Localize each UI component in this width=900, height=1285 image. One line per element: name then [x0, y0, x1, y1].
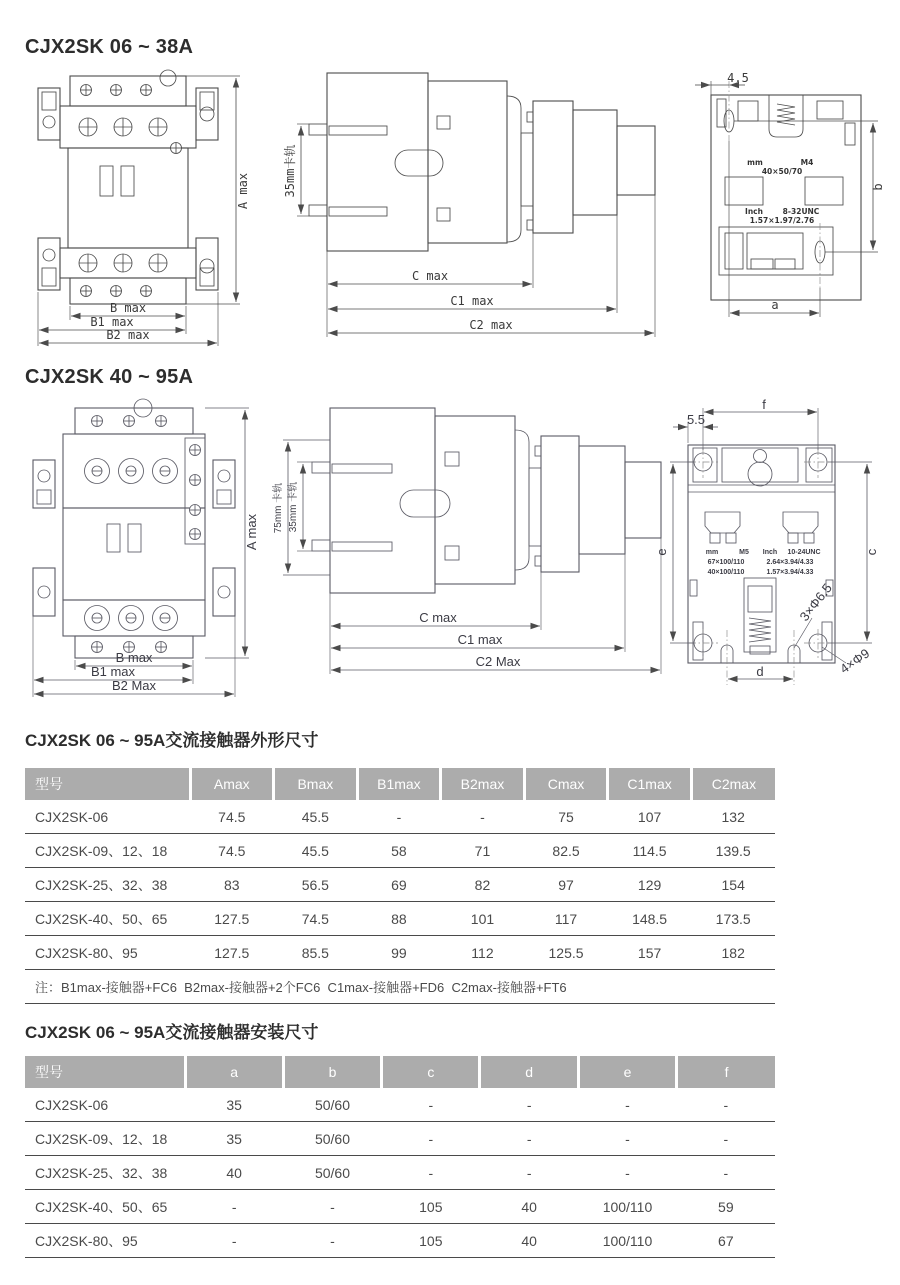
- size-inch-1-label: 2.64×3.94/4.33: [766, 559, 814, 566]
- value-cell: 112: [441, 936, 525, 970]
- column-header: f: [677, 1056, 775, 1088]
- model-cell: CJX2SK-09、12、18: [25, 1122, 185, 1156]
- front-screws-40-95: [85, 416, 201, 653]
- value-cell: 99: [357, 936, 441, 970]
- outline-table-head: [25, 768, 775, 800]
- table-row: [25, 1190, 775, 1224]
- dim-label-a-max: A max: [236, 172, 250, 210]
- value-cell: -: [283, 1190, 381, 1224]
- value-cell: 100/110: [578, 1224, 676, 1258]
- dim-label-a: a: [771, 298, 779, 312]
- value-cell: 82.5: [524, 834, 608, 868]
- value-cell: 105: [382, 1190, 480, 1224]
- value-cell: -: [480, 1156, 578, 1190]
- value-cell: 85.5: [274, 936, 358, 970]
- value-cell: 40: [480, 1190, 578, 1224]
- thread-metric-label-2: M5: [739, 549, 749, 556]
- unit-inch-label-2: Inch: [762, 549, 778, 556]
- value-cell: 139.5: [691, 834, 775, 868]
- value-cell: 56.5: [274, 868, 358, 902]
- rear-view-06-38: [693, 73, 888, 325]
- note-row: [25, 970, 775, 1004]
- value-cell: 148.5: [608, 902, 692, 936]
- dim-label-rail-75: 75mm 卡轨: [273, 482, 284, 534]
- value-cell: -: [677, 1122, 775, 1156]
- dim-label-c1-max-2: C1 max: [457, 632, 503, 647]
- dim-label-4-5: 4.5: [727, 71, 749, 85]
- side-view-40-95: [275, 400, 665, 695]
- value-cell: 50/60: [283, 1156, 381, 1190]
- value-cell: -: [578, 1122, 676, 1156]
- value-cell: 74.5: [190, 800, 274, 834]
- value-cell: -: [357, 800, 441, 834]
- unit-mm-label: mm: [747, 158, 763, 167]
- column-header: d: [480, 1056, 578, 1088]
- model-cell: CJX2SK-25、32、38: [25, 1156, 185, 1190]
- dim-label-b1-max-2: B1 max: [90, 664, 136, 679]
- column-header: C2max: [691, 768, 775, 800]
- dim-label-e: e: [654, 548, 669, 556]
- header-row: [25, 768, 775, 800]
- value-cell: 59: [677, 1190, 775, 1224]
- column-header: 型号: [25, 768, 190, 800]
- dim-c1-max: [328, 215, 617, 313]
- column-header: Cmax: [524, 768, 608, 800]
- mounting-table-body: [25, 1088, 775, 1258]
- value-cell: 40: [480, 1224, 578, 1258]
- value-cell: 74.5: [274, 902, 358, 936]
- table-row: [25, 1088, 775, 1122]
- dim-label-b-max: B max: [109, 301, 147, 315]
- table-note: 注：B1max-接触器+FC6 B2max-接触器+2个FC6 C1max-接触器+FD6 C2max-接触器+FT6: [25, 970, 775, 1004]
- dim-label-c-max-2: C max: [419, 610, 457, 625]
- value-cell: 127.5: [190, 936, 274, 970]
- dim-label-d: d: [756, 664, 764, 679]
- value-cell: 45.5: [274, 800, 358, 834]
- mounting-table-title: CJX2SK 06 ~ 95A交流接触器安装尺寸: [25, 1023, 319, 1042]
- value-cell: 154: [691, 868, 775, 902]
- dim-label-b: b: [871, 183, 885, 191]
- table-row: [25, 1156, 775, 1190]
- value-cell: 74.5: [190, 834, 274, 868]
- outline-table-body: [25, 800, 775, 970]
- outline-table-title: CJX2SK 06 ~ 95A交流接触器外形尺寸: [25, 731, 319, 750]
- value-cell: -: [283, 1224, 381, 1258]
- section-title-40-95: CJX2SK 40 ~ 95A: [25, 366, 194, 388]
- value-cell: -: [677, 1156, 775, 1190]
- value-cell: 105: [382, 1224, 480, 1258]
- size-metric-label: 40×50/70: [761, 167, 803, 176]
- dim-label-rail-35-2: 35mm 卡轨: [288, 481, 299, 533]
- value-cell: 117: [524, 902, 608, 936]
- value-cell: 101: [441, 902, 525, 936]
- size-metric-1-label: 67×100/110: [707, 559, 745, 566]
- value-cell: -: [382, 1156, 480, 1190]
- dim-label-b-max-2: B max: [115, 650, 153, 665]
- column-header: b: [283, 1056, 381, 1088]
- unit-mm-label-2: mm: [705, 549, 719, 556]
- callout-4xphi9: 4×Φ9: [837, 645, 873, 677]
- value-cell: 88: [357, 902, 441, 936]
- rear-body-06-38: [711, 95, 861, 300]
- value-cell: 58: [357, 834, 441, 868]
- dim-label-a-max-2: A max: [244, 513, 259, 551]
- side-view-06-38: [283, 68, 662, 345]
- side-body-06-38: [309, 73, 655, 251]
- front-screws-06-38: [79, 85, 182, 297]
- dim-label-5-5: 5.5: [686, 412, 706, 427]
- value-cell: 100/110: [578, 1190, 676, 1224]
- dim-d: [728, 664, 793, 679]
- value-cell: 67: [677, 1224, 775, 1258]
- dim-label-c2-max: C2 max: [469, 318, 513, 332]
- value-cell: 45.5: [274, 834, 358, 868]
- outline-dimensions-table: [25, 768, 775, 1004]
- column-header: Bmax: [274, 768, 358, 800]
- size-metric-2-label: 40×100/110: [707, 569, 745, 576]
- value-cell: 173.5: [691, 902, 775, 936]
- value-cell: 114.5: [608, 834, 692, 868]
- thread-metric-label: M4: [800, 158, 814, 167]
- table-row: [25, 1122, 775, 1156]
- dim-c1-max-2: [331, 554, 625, 652]
- callout-3xphi6-5: 3×Φ6.5: [796, 580, 836, 624]
- column-header: Amax: [190, 768, 274, 800]
- dim-label-b1-max: B1 max: [90, 315, 134, 329]
- dim-c2-max-2: [331, 538, 661, 674]
- dim-label-b2-max: B2 max: [106, 328, 150, 342]
- value-cell: 71: [441, 834, 525, 868]
- front-view-06-38: [28, 70, 268, 346]
- value-cell: 129: [608, 868, 692, 902]
- unit-inch-label: Inch: [745, 207, 763, 216]
- value-cell: 132: [691, 800, 775, 834]
- model-cell: CJX2SK-80、95: [25, 936, 190, 970]
- value-cell: -: [578, 1156, 676, 1190]
- value-cell: 50/60: [283, 1122, 381, 1156]
- table-row: [25, 902, 775, 936]
- dim-label-c2-max-2: C2 Max: [475, 654, 521, 669]
- value-cell: -: [677, 1088, 775, 1122]
- value-cell: -: [185, 1190, 283, 1224]
- model-cell: CJX2SK-09、12、18: [25, 834, 190, 868]
- model-cell: CJX2SK-40、50、65: [25, 1190, 185, 1224]
- rear-view-40-95: [654, 397, 895, 698]
- value-cell: 97: [524, 868, 608, 902]
- model-cell: CJX2SK-80、95: [25, 1224, 185, 1258]
- column-header: C1max: [608, 768, 692, 800]
- thread-inch-label: 8-32UNC: [782, 207, 820, 216]
- value-cell: 35: [185, 1088, 283, 1122]
- value-cell: 107: [608, 800, 692, 834]
- column-header: 型号: [25, 1056, 185, 1088]
- thread-inch-label-2: 10-24UNC: [787, 549, 821, 556]
- value-cell: 182: [691, 936, 775, 970]
- table-row: [25, 936, 775, 970]
- section-title-06-38: CJX2SK 06 ~ 38A: [25, 36, 194, 58]
- value-cell: 127.5: [190, 902, 274, 936]
- dim-4-5: [695, 71, 749, 95]
- dim-rail-35: [282, 124, 309, 216]
- dim-label-c: c: [864, 548, 879, 556]
- model-cell: CJX2SK-25、32、38: [25, 868, 190, 902]
- side-body-40-95: [312, 408, 661, 593]
- dim-rail-35-2: [286, 462, 312, 551]
- dim-5-5: [673, 412, 718, 443]
- dim-label-b2-max-2: B2 Max: [111, 678, 157, 693]
- model-cell: CJX2SK-06: [25, 800, 190, 834]
- table-row: [25, 868, 775, 902]
- value-cell: -: [382, 1088, 480, 1122]
- value-cell: 83: [190, 868, 274, 902]
- size-inch-label: 1.57×1.97/2.76: [749, 216, 815, 225]
- value-cell: -: [185, 1224, 283, 1258]
- value-cell: 40: [185, 1156, 283, 1190]
- column-header: B2max: [441, 768, 525, 800]
- dim-label-rail-35: 35mm卡轨: [283, 144, 297, 198]
- column-header: a: [185, 1056, 283, 1088]
- dim-label-c1-max: C1 max: [450, 294, 494, 308]
- value-cell: 157: [608, 936, 692, 970]
- model-cell: CJX2SK-06: [25, 1088, 185, 1122]
- value-cell: -: [480, 1088, 578, 1122]
- column-header: c: [382, 1056, 480, 1088]
- column-header: e: [578, 1056, 676, 1088]
- rear-thread-note-40-95: [706, 549, 821, 576]
- dim-b: [734, 121, 885, 252]
- value-cell: -: [382, 1122, 480, 1156]
- value-cell: -: [441, 800, 525, 834]
- value-cell: -: [480, 1122, 578, 1156]
- value-cell: 69: [357, 868, 441, 902]
- dim-c: [828, 462, 879, 643]
- dim-label-f: f: [762, 397, 766, 412]
- size-inch-2-label: 1.57×3.94/4.33: [766, 569, 814, 576]
- table-row: [25, 834, 775, 868]
- mounting-dimensions-table: [25, 1056, 775, 1258]
- rear-thread-note-06-38: [745, 158, 820, 225]
- value-cell: 125.5: [524, 936, 608, 970]
- front-view-40-95: [25, 402, 270, 697]
- value-cell: 75: [524, 800, 608, 834]
- mounting-table-head: [25, 1056, 775, 1088]
- dim-f: [703, 397, 818, 450]
- value-cell: 50/60: [283, 1088, 381, 1122]
- value-cell: 35: [185, 1122, 283, 1156]
- model-cell: CJX2SK-40、50、65: [25, 902, 190, 936]
- header-row: [25, 1056, 775, 1088]
- dim-label-c-max: C max: [411, 269, 449, 283]
- table-row: [25, 1224, 775, 1258]
- table-row: [25, 800, 775, 834]
- outline-table-foot: [25, 970, 775, 1004]
- dim-rail-75: [271, 440, 330, 575]
- value-cell: -: [578, 1088, 676, 1122]
- value-cell: 82: [441, 868, 525, 902]
- column-header: B1max: [357, 768, 441, 800]
- hole-centerlines-40-95: [689, 448, 832, 685]
- dim-a-max-2: [205, 408, 259, 658]
